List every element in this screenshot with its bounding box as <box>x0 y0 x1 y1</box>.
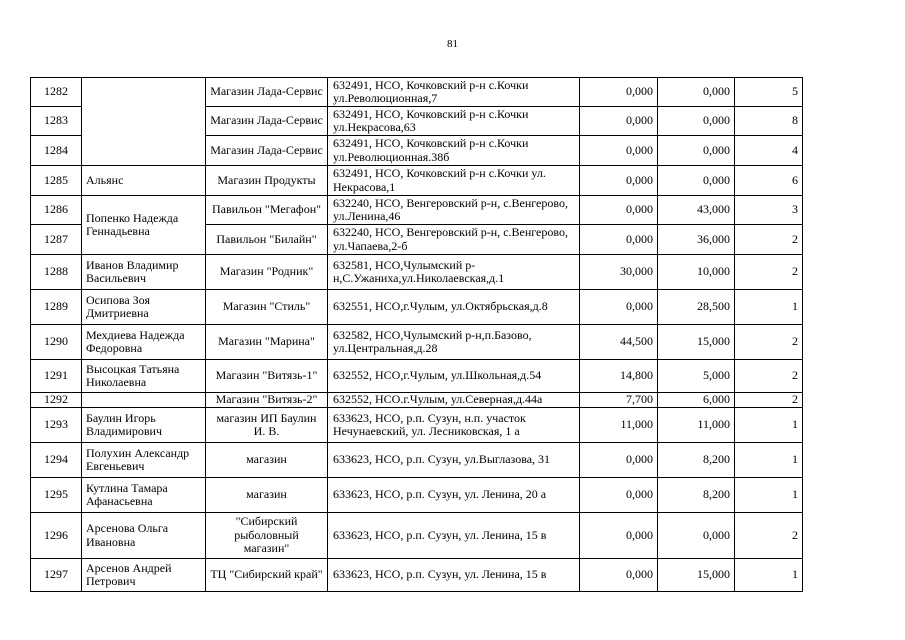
object-cell: Магазин "Родник" <box>206 255 328 290</box>
table-row <box>31 166 803 196</box>
object-cell: Магазин "Стиль" <box>206 290 328 325</box>
value-2-cell: 15,000 <box>658 325 735 360</box>
object-cell: Магазин Лада-Сервис <box>206 78 328 107</box>
address-cell: 632552, НСО.г.Чулым, ул.Северная,д.44а <box>328 393 580 408</box>
row-number: 1296 <box>31 513 82 559</box>
row-number: 1288 <box>31 255 82 290</box>
count-cell: 2 <box>735 393 803 408</box>
row-number: 1294 <box>31 443 82 478</box>
address-cell: 632552, НСО,г.Чулым, ул.Школьная,д.54 <box>328 360 580 393</box>
value-1-cell: 0,000 <box>580 225 658 255</box>
object-cell: Магазин Лада-Сервис <box>206 107 328 136</box>
count-cell: 2 <box>735 513 803 559</box>
value-1-cell: 7,700 <box>580 393 658 408</box>
count-cell: 1 <box>735 559 803 592</box>
row-number: 1292 <box>31 393 82 408</box>
value-2-cell: 43,000 <box>658 196 735 225</box>
address-cell: 632491, НСО, Кочковский р-н с.Кочки ул.Некрасова,63 <box>328 107 580 136</box>
value-2-cell: 15,000 <box>658 559 735 592</box>
row-number: 1283 <box>31 107 82 136</box>
address-cell: 633623, НСО, р.п. Сузун, ул. Ленина, 20 а <box>328 478 580 513</box>
row-number: 1291 <box>31 360 82 393</box>
object-cell: Павильон "Билайн" <box>206 225 328 255</box>
object-cell: Магазин "Витязь-1" <box>206 360 328 393</box>
value-1-cell: 30,000 <box>580 255 658 290</box>
value-1-cell: 0,000 <box>580 478 658 513</box>
address-cell: 632491, НСО, Кочковский р-н с.Кочки ул. Некрасова,1 <box>328 166 580 196</box>
owner-cell: Иванов Владимир Васильевич <box>82 255 206 290</box>
address-cell: 632491, НСО, Кочковский р-н с.Кочки ул.Революционная,7 <box>328 78 580 107</box>
row-number: 1285 <box>31 166 82 196</box>
value-1-cell: 14,800 <box>580 360 658 393</box>
value-1-cell: 44,500 <box>580 325 658 360</box>
row-number: 1293 <box>31 408 82 443</box>
table-row <box>31 478 803 513</box>
value-2-cell: 0,000 <box>658 78 735 107</box>
value-2-cell: 5,000 <box>658 360 735 393</box>
value-1-cell: 0,000 <box>580 443 658 478</box>
row-number: 1297 <box>31 559 82 592</box>
address-cell: 632491, НСО, Кочковский р-н с.Кочки ул.Революционная.38б <box>328 136 580 166</box>
value-2-cell: 0,000 <box>658 107 735 136</box>
count-cell: 2 <box>735 255 803 290</box>
count-cell: 4 <box>735 136 803 166</box>
count-cell: 1 <box>735 408 803 443</box>
row-number: 1290 <box>31 325 82 360</box>
count-cell: 2 <box>735 225 803 255</box>
value-1-cell: 0,000 <box>580 136 658 166</box>
address-cell: 633623, НСО, р.п. Сузун, ул. Ленина, 15 в <box>328 559 580 592</box>
row-number: 1287 <box>31 225 82 255</box>
value-2-cell: 0,000 <box>658 513 735 559</box>
count-cell: 2 <box>735 325 803 360</box>
owner-cell: Полухин Александр Евгеньевич <box>82 443 206 478</box>
object-cell: Магазин Лада-Сервис <box>206 136 328 166</box>
table-row <box>31 559 803 592</box>
row-number: 1289 <box>31 290 82 325</box>
value-2-cell: 10,000 <box>658 255 735 290</box>
owner-cell: Арсенов Андрей Петрович <box>82 559 206 592</box>
object-cell: Магазин "Витязь-2" <box>206 393 328 408</box>
address-cell: 632582, НСО,Чулымский р-н,п.Базово, ул.Центральная,д.28 <box>328 325 580 360</box>
table-row <box>31 408 803 443</box>
owner-cell: Баулин Игорь Владимирович <box>82 408 206 443</box>
value-1-cell: 0,000 <box>580 290 658 325</box>
row-number: 1284 <box>31 136 82 166</box>
owner-cell <box>82 78 206 166</box>
count-cell: 3 <box>735 196 803 225</box>
table-row <box>31 255 803 290</box>
count-cell: 1 <box>735 443 803 478</box>
object-cell: магазин ИП Баулин И. В. <box>206 408 328 443</box>
table-row <box>31 290 803 325</box>
owner-cell <box>82 393 206 408</box>
owner-cell: Альянс <box>82 166 206 196</box>
table-row <box>31 78 803 107</box>
row-number: 1286 <box>31 196 82 225</box>
value-1-cell: 0,000 <box>580 196 658 225</box>
registry-table <box>30 77 803 592</box>
value-2-cell: 0,000 <box>658 166 735 196</box>
value-1-cell: 0,000 <box>580 107 658 136</box>
address-cell: 632551, НСО,г.Чулым, ул.Октябрьская,д.8 <box>328 290 580 325</box>
value-1-cell: 0,000 <box>580 78 658 107</box>
table-row <box>31 325 803 360</box>
owner-cell: Осипова Зоя Дмитриевна <box>82 290 206 325</box>
count-cell: 1 <box>735 478 803 513</box>
table-row <box>31 513 803 559</box>
value-2-cell: 36,000 <box>658 225 735 255</box>
object-cell: магазин <box>206 478 328 513</box>
value-2-cell: 11,000 <box>658 408 735 443</box>
table-row <box>31 360 803 393</box>
row-number: 1295 <box>31 478 82 513</box>
object-cell: магазин <box>206 443 328 478</box>
value-2-cell: 28,500 <box>658 290 735 325</box>
table-row <box>31 443 803 478</box>
value-2-cell: 8,200 <box>658 443 735 478</box>
owner-cell: Попенко Надежда Геннадьевна <box>82 196 206 255</box>
table-row <box>31 196 803 225</box>
address-cell: 633623, НСО, р.п. Сузун, ул.Выглазова, 31 <box>328 443 580 478</box>
object-cell: Павильон "Мегафон" <box>206 196 328 225</box>
owner-cell: Мехдиева Надежда Федоровна <box>82 325 206 360</box>
value-2-cell: 0,000 <box>658 136 735 166</box>
table-row <box>31 393 803 408</box>
page-number: 81 <box>447 38 458 50</box>
value-1-cell: 0,000 <box>580 513 658 559</box>
object-cell: "Сибирский рыболовный магазин" <box>206 513 328 559</box>
value-1-cell: 0,000 <box>580 166 658 196</box>
value-1-cell: 11,000 <box>580 408 658 443</box>
object-cell: Магазин "Марина" <box>206 325 328 360</box>
count-cell: 1 <box>735 290 803 325</box>
object-cell: Магазин Продукты <box>206 166 328 196</box>
address-cell: 632240, НСО, Венгеровский р-н, с.Венгерово, ул.Ленина,46 <box>328 196 580 225</box>
value-2-cell: 8,200 <box>658 478 735 513</box>
value-1-cell: 0,000 <box>580 559 658 592</box>
address-cell: 632240, НСО, Венгеровский р-н, с.Венгерово, ул.Чапаева,2-б <box>328 225 580 255</box>
owner-cell: Высоцкая Татьяна Николаевна <box>82 360 206 393</box>
owner-cell: Арсенова Ольга Ивановна <box>82 513 206 559</box>
count-cell: 5 <box>735 78 803 107</box>
address-cell: 633623, НСО, р.п. Сузун, ул. Ленина, 15 в <box>328 513 580 559</box>
count-cell: 6 <box>735 166 803 196</box>
count-cell: 2 <box>735 360 803 393</box>
object-cell: ТЦ "Сибирский край" <box>206 559 328 592</box>
row-number: 1282 <box>31 78 82 107</box>
address-cell: 632581, НСО,Чулымский р-н,С.Ужаниха,ул.Николаевская,д.1 <box>328 255 580 290</box>
address-cell: 633623, НСО, р.п. Сузун, н.п. участок Нечунаевский, ул. Лесниковская, 1 а <box>328 408 580 443</box>
value-2-cell: 6,000 <box>658 393 735 408</box>
owner-cell: Кутлина Тамара Афанасьевна <box>82 478 206 513</box>
count-cell: 8 <box>735 107 803 136</box>
